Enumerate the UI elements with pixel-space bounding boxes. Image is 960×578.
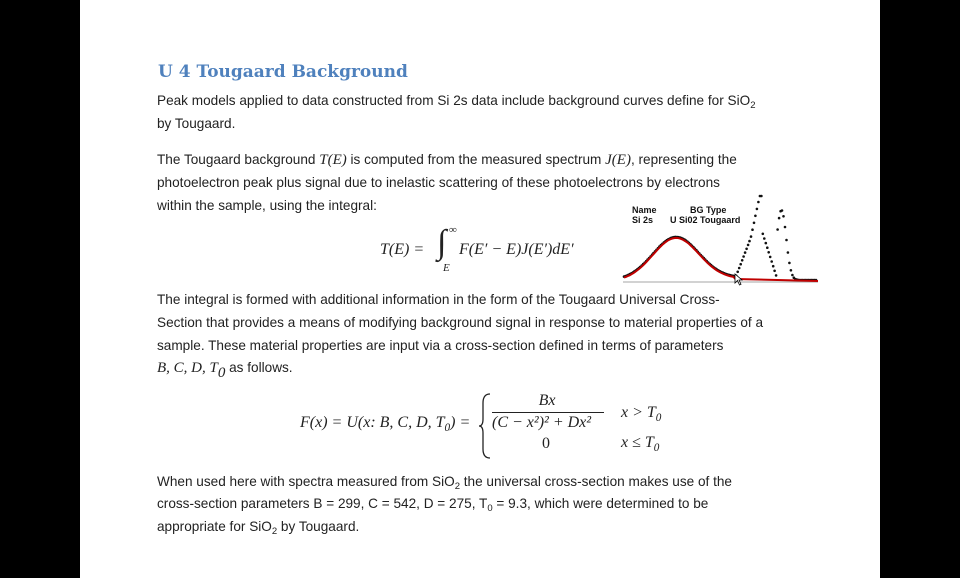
equation-cross-section-lhs bbox=[300, 414, 470, 432]
inset-data-point bbox=[770, 260, 773, 263]
text-run: appropriate for SiO bbox=[157, 519, 272, 534]
text-run: The Tougaard background bbox=[157, 152, 320, 167]
text-run: cross-section parameters B = 299, C = 542, D = 275, T bbox=[157, 496, 488, 511]
para2-line1 bbox=[157, 148, 737, 172]
para2-line2: photoelectron peak plus signal due to inelastic scattering of these photoelectrons by electrons bbox=[157, 175, 720, 190]
para3-line4 bbox=[157, 356, 293, 380]
inset-data-point bbox=[747, 244, 750, 247]
inset-header-bgtype: BG Type bbox=[690, 205, 727, 215]
subscript: 2 bbox=[454, 481, 460, 493]
subscript: 0 bbox=[653, 441, 660, 454]
inset-data-point bbox=[775, 274, 778, 277]
math-params: B, C, D, T bbox=[157, 360, 218, 376]
inset-data-point bbox=[782, 215, 785, 218]
inset-data-point bbox=[788, 262, 791, 265]
inset-data-point bbox=[778, 217, 781, 220]
inset-data-point bbox=[785, 239, 788, 242]
inset-data-point bbox=[741, 259, 744, 262]
text-run: as follows. bbox=[225, 360, 293, 375]
text-run: is computed from the measured spectrum bbox=[346, 152, 606, 167]
condition-1 bbox=[621, 404, 661, 422]
inset-data-point bbox=[773, 270, 776, 273]
inset-data-point bbox=[767, 251, 770, 254]
text-run: the universal cross-section makes use of the bbox=[459, 474, 732, 489]
piecewise-zero: 0 bbox=[542, 435, 550, 452]
subscript: 0 bbox=[444, 421, 451, 434]
document-page bbox=[80, 0, 880, 578]
inset-data-point bbox=[739, 263, 742, 266]
integral-upper-limit: ∞ bbox=[449, 224, 457, 236]
text-run: by Tougaard. bbox=[277, 519, 360, 534]
section-heading: U 4 Tougaard Background bbox=[158, 62, 408, 82]
inset-data-point bbox=[776, 228, 779, 231]
inset-data-point bbox=[781, 209, 784, 212]
inset-data-point bbox=[790, 269, 793, 272]
condition-text: x > T bbox=[621, 404, 656, 421]
text-run: , representing the bbox=[630, 152, 737, 167]
inset-data-point bbox=[766, 246, 769, 249]
para4-line3 bbox=[157, 515, 359, 540]
integral-lower-limit: E bbox=[443, 262, 450, 274]
inset-data-point bbox=[748, 240, 751, 243]
inset-data-point bbox=[738, 267, 741, 270]
inset-data-point bbox=[756, 208, 759, 211]
inset-data-point bbox=[765, 242, 768, 245]
subscript: 0 bbox=[487, 503, 493, 515]
text-run: Peak models applied to data constructed from Si 2s data include background curves define for SiO bbox=[157, 93, 751, 108]
integral-sign: ∫ bbox=[437, 224, 447, 261]
condition-2 bbox=[621, 434, 659, 452]
math-T-of-E: T(E) bbox=[319, 152, 347, 168]
subscript: 2 bbox=[271, 526, 278, 538]
inset-data-point bbox=[769, 256, 772, 259]
fraction-denominator: (C − x²)² + Dx² bbox=[492, 414, 592, 431]
mouse-cursor-icon bbox=[735, 274, 742, 285]
inset-data-point bbox=[745, 248, 748, 251]
inset-data-point bbox=[760, 195, 763, 198]
left-brace bbox=[478, 393, 492, 459]
inset-data-point bbox=[772, 265, 775, 268]
math-lhs: T(E) = bbox=[380, 241, 425, 258]
spectrum-inset-chart bbox=[618, 192, 824, 292]
subscript: 2 bbox=[750, 100, 756, 112]
text-run: When used here with spectra measured from SiO bbox=[157, 474, 455, 489]
subscript: 0 bbox=[655, 411, 662, 424]
inset-data-point bbox=[751, 228, 754, 231]
para3-line3: sample. These material properties are input via a cross-section defined in terms of parameters bbox=[157, 338, 724, 353]
text-run: = 9.3, which were determined to be bbox=[492, 496, 709, 511]
inset-data-point bbox=[753, 222, 756, 225]
inset-data-point bbox=[742, 255, 745, 258]
inset-data-point bbox=[736, 271, 739, 274]
subscript: 0 bbox=[217, 365, 226, 382]
inset-value-name: Si 2s bbox=[632, 215, 654, 225]
inset-tougaard-background-curve bbox=[624, 238, 818, 281]
equation-tougaard-integral-lhs bbox=[380, 241, 424, 259]
condition-text: x ≤ T bbox=[621, 434, 654, 451]
inset-data-point bbox=[763, 237, 766, 240]
inset-data-point bbox=[750, 235, 753, 238]
para1-line1 bbox=[157, 89, 755, 114]
integrand: F(E′ − E)J(E′)dE′ bbox=[459, 241, 574, 258]
inset-value-bgtype: U Si02 Tougaard bbox=[670, 215, 741, 225]
para3-line2: Section that provides a means of modifying background signal in response to material properties of a bbox=[157, 315, 764, 330]
inset-data-point bbox=[791, 274, 794, 277]
inset-data-point bbox=[757, 201, 760, 204]
math-J-of-E: J(E) bbox=[605, 152, 631, 168]
fraction-numerator: Bx bbox=[538, 392, 556, 409]
para1-line2: by Tougaard. bbox=[157, 116, 236, 131]
para3-line1: The integral is formed with additional information in the form of the Tougaard Universal Cross- bbox=[157, 292, 720, 307]
math-lhs: F(x) = U(x: B, C, D, T bbox=[300, 414, 445, 431]
para4-line2 bbox=[157, 492, 708, 517]
para2-line3: within the sample, using the integral: bbox=[157, 198, 377, 213]
inset-header-name: Name bbox=[632, 205, 657, 215]
inset-data-point bbox=[754, 215, 757, 218]
fraction-bar bbox=[492, 412, 604, 413]
math-lhs-end: ) = bbox=[450, 414, 471, 431]
inset-data-point bbox=[744, 251, 747, 254]
inset-data-point bbox=[762, 233, 765, 236]
inset-data-point bbox=[784, 226, 787, 229]
inset-data-point bbox=[787, 251, 790, 254]
